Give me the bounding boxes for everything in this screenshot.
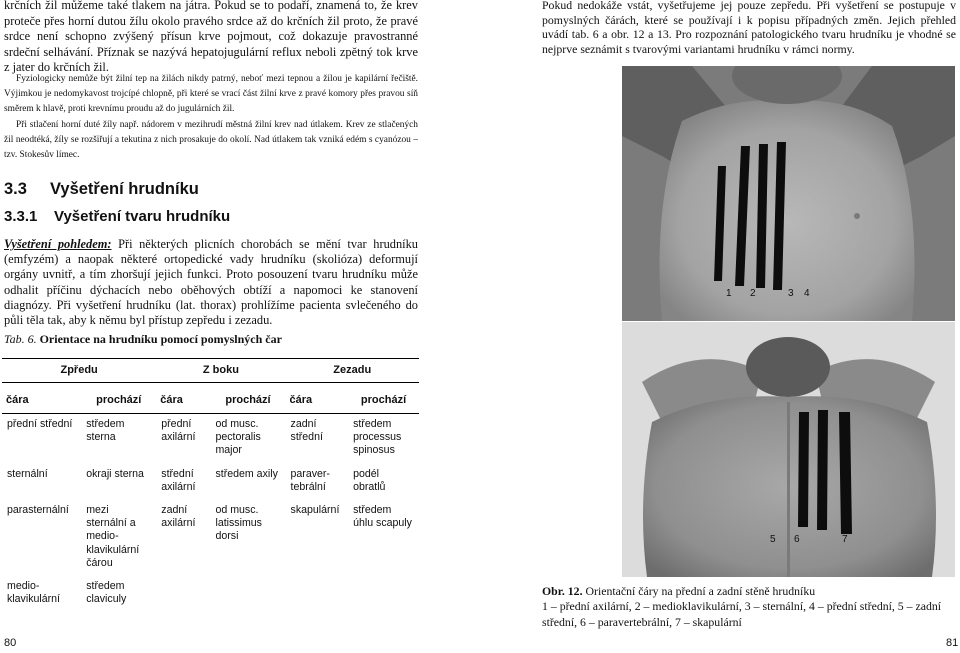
table-group-header: Zpředu: [2, 359, 156, 383]
subsection-heading: [4, 208, 230, 225]
table-column-header-row: [2, 388, 419, 414]
table-column-header: čára: [156, 388, 210, 414]
table-caption: [4, 332, 282, 347]
table-cell: medio-klavikulární: [7, 579, 60, 606]
front-line-label: 4: [804, 288, 810, 299]
table-column-header: čára: [2, 388, 81, 414]
small-paragraph-1: Fyziologicky nemůže být žilní tep na žilách nikdy patrný, neboť mezi tepnou a žilou je kapilární řečiště. Výjimkou je nedomykavost trojcípé chlopně, při které se vrací část žilní krve z pravé komory přes pravou síň směrem k hlavě, proti krevnímu proudu až do jugulárních žil.: [4, 74, 418, 115]
table-row: [2, 413, 419, 463]
table-column-header: prochází: [81, 388, 156, 414]
figure-caption: [542, 584, 956, 630]
table-cell: zadní axilární: [161, 503, 196, 530]
back-tape-line-6: [817, 410, 828, 530]
table-cell: střední axilární: [161, 467, 196, 493]
figure-caption-number: Obr. 12.: [542, 584, 583, 598]
section-number: 3.3: [4, 180, 27, 198]
back-line-label: 6: [794, 534, 800, 545]
table-cell: sternální: [7, 467, 48, 480]
table-row: [2, 500, 419, 576]
section-heading: [4, 180, 199, 199]
table-cell: od musc. latissimus dorsi: [215, 503, 262, 543]
table-cell: [286, 576, 349, 612]
inspection-paragraph: [4, 237, 418, 328]
table-group-header: Zezadu: [286, 359, 419, 383]
table-cell: paraver-tebrální: [290, 467, 330, 493]
table-cell: středem sterna: [86, 417, 125, 444]
table-cell: přední střední: [7, 417, 73, 430]
table-row: [2, 576, 419, 612]
front-chest-photo: [622, 66, 955, 321]
page-number-right: 81: [946, 637, 959, 649]
orientation-table: [2, 358, 419, 612]
table-cell: parasternální: [7, 503, 69, 516]
table-cell: od musc. pectoralis major: [215, 417, 261, 457]
table-cell: středem úhlu scapuly: [353, 503, 412, 530]
table-caption-title: Orientace na hrudníku pomocí pomyslných čar: [39, 332, 282, 346]
table-cell: okraji sterna: [86, 467, 144, 480]
back-tape-line-5: [798, 412, 809, 527]
table-group-header: Z boku: [156, 359, 285, 383]
table-cell: podél obratlů: [353, 467, 386, 493]
table-group-header-row: [2, 359, 419, 383]
table-cell: přední axilární: [161, 417, 196, 444]
section-title: Vyšetření hrudníku: [50, 180, 199, 198]
figure-caption-title: Orientační čáry na přední a zadní stěně hrudníku: [585, 584, 816, 598]
front-chest-illustration: [622, 66, 955, 321]
subsection-title: Vyšetření tvaru hrudníku: [54, 208, 231, 225]
table-cell: zadní střední: [290, 417, 323, 444]
table-column-header: prochází: [210, 388, 285, 414]
front-line-label: 3: [788, 288, 794, 299]
table-cell: [210, 576, 285, 612]
table-row: [2, 464, 419, 500]
page-number-left: 80: [4, 637, 17, 649]
front-line-label: 2: [750, 288, 756, 299]
table-cell: mezi sternální a medio-klavikulární čárou: [86, 503, 140, 569]
back-line-label: 5: [770, 534, 776, 545]
table-column-header: prochází: [348, 388, 419, 414]
small-paragraph-2: Při stlačení horní duté žíly např. nádorem v mezihrudí městná žilní krev nad útlakem. Krev ze stlačených žil neodtéká, žíly se rozšiřují a tekutina z nich prosakuje do okolí. Nad útlakem tak vzniká edém s cyanózou – tzv. Stokesův límec.: [4, 119, 418, 161]
inspection-body: Při některých plicních chorobách se mění tvar hrudníku (emfyzém) a naopak některé ortopedické vady hrudníku (skolióza) deformují orgány uvnitř, a tím zhoršují jejich funkci. Proto posouzení tvaru hrudníku může odhalit příčinu dýchacích nebo oběhových obtíží a napomoci ke stanovení diagnózy. Při vyšetření hrudníku (lat. thorax) prohlížíme pacienta svlečeného do půli těla tak, aby k němu byl přístup zepředu i zezadu.: [4, 237, 418, 328]
table-cell: středem claviculy: [86, 579, 127, 606]
back-chest-photo: [622, 322, 955, 577]
back-line-label: 7: [842, 534, 848, 545]
table-cell: skapulární: [290, 503, 340, 516]
table-cell: středem processus spinosus: [353, 417, 402, 457]
subsection-number: 3.3.1: [4, 208, 38, 225]
right-page: [538, 0, 960, 653]
right-paragraph: Pokud nedokáže vstát, vyšetřujeme jej pouze zepředu. Při vyšetření se postupuje v pomyslných čárách, které se používají i k popisu případných změn. Jejich přehled uvádí tab. 6 a obr. 12 a 13. Pro rozpoznání patologického tvaru hrudníku je vhodné se nejprve seznámit s tvarovými variantami hrudníku v rámci normy.: [542, 0, 956, 56]
table-caption-number: Tab. 6.: [4, 332, 37, 346]
small-print-block: [4, 72, 418, 163]
table-cell: [156, 576, 210, 612]
table-cell: [348, 576, 419, 612]
inspection-lead: Vyšetření pohledem:: [4, 237, 112, 251]
table-column-header: čára: [286, 388, 349, 414]
table-cell: středem axily: [215, 467, 278, 480]
front-line-label: 1: [726, 288, 732, 299]
figure-caption-items: 1 – přední axilární, 2 – medioklavikulární, 3 – sternální, 4 – přední střední, 5 – zadní střední, 6 – paravertebrální, 7 – skapulární: [542, 599, 942, 629]
intro-paragraph: krčních žil můžeme také tlakem na játra. Pokud se to podaří, znamená to, že krev proteče přes horní dutou žílu okolo pravého srdce až do krčních žil proto, že pravé srdce není schopno zvýšený přísun krve pojmout, což dokazuje pravostranné srdeční selhávání. Příznak se nazývá hepatojugulární reflux neboli zpětný tok krve z jater do krčních žil.: [4, 0, 418, 75]
left-page: [0, 0, 430, 653]
back-tape-line-7: [839, 412, 852, 534]
back-chest-illustration: [622, 322, 955, 577]
